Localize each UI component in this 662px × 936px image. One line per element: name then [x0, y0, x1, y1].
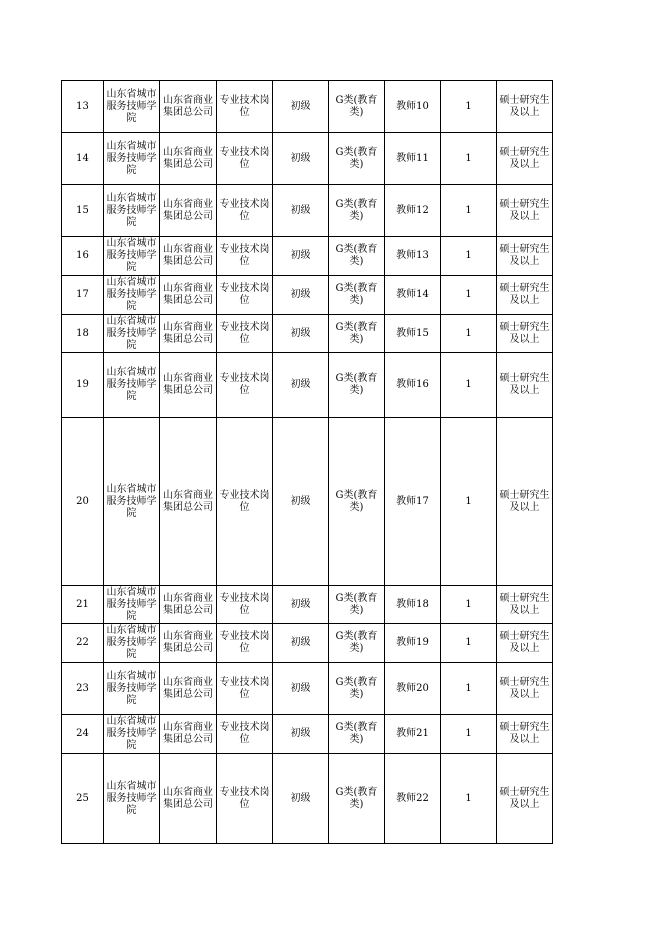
- education-req-cell: 硕士研究生及以上: [497, 624, 553, 663]
- post-category-cell: G类(教育类): [329, 754, 385, 844]
- post-level-cell: 初级: [273, 185, 329, 237]
- post-category-cell: G类(教育类): [329, 418, 385, 586]
- post-type-cell: 专业技术岗位: [217, 315, 273, 353]
- table-row: [62, 715, 553, 754]
- hire-count-cell: 1: [441, 237, 497, 276]
- table-row: [62, 754, 553, 844]
- post-type-cell: 专业技术岗位: [217, 133, 273, 185]
- hire-count-cell: 1: [441, 315, 497, 353]
- hire-count-cell: 1: [441, 624, 497, 663]
- table-row: [62, 315, 553, 353]
- post-name-cell: 教师12: [385, 185, 441, 237]
- department-cell: 山东省商业集团总公司: [160, 754, 217, 844]
- hire-count-cell: 1: [441, 418, 497, 586]
- post-name-cell: 教师21: [385, 715, 441, 754]
- post-name-cell: 教师13: [385, 237, 441, 276]
- education-req-cell: 硕士研究生及以上: [497, 353, 553, 418]
- post-name-cell: 教师15: [385, 315, 441, 353]
- unit-name-cell: 山东省城市服务技师学院: [104, 81, 160, 133]
- post-name-cell: 教师18: [385, 586, 441, 624]
- post-category-cell: G类(教育类): [329, 586, 385, 624]
- post-level-cell: 初级: [273, 237, 329, 276]
- row-number-cell: 15: [62, 185, 104, 237]
- education-req-cell: 硕士研究生及以上: [497, 185, 553, 237]
- education-req-cell: 硕士研究生及以上: [497, 315, 553, 353]
- education-req-cell: 硕士研究生及以上: [497, 715, 553, 754]
- post-category-cell: G类(教育类): [329, 237, 385, 276]
- post-name-cell: 教师22: [385, 754, 441, 844]
- row-number-cell: 23: [62, 663, 104, 715]
- post-name-cell: 教师10: [385, 81, 441, 133]
- post-type-cell: 专业技术岗位: [217, 353, 273, 418]
- unit-name-cell: 山东省城市服务技师学院: [104, 586, 160, 624]
- post-level-cell: 初级: [273, 276, 329, 315]
- hire-count-cell: 1: [441, 715, 497, 754]
- unit-name-cell: 山东省城市服务技师学院: [104, 715, 160, 754]
- post-level-cell: 初级: [273, 715, 329, 754]
- table-row: [62, 586, 553, 624]
- post-level-cell: 初级: [273, 754, 329, 844]
- table-row: [62, 185, 553, 237]
- education-req-cell: 硕士研究生及以上: [497, 81, 553, 133]
- post-category-cell: G类(教育类): [329, 133, 385, 185]
- table-row: [62, 624, 553, 663]
- education-req-cell: 硕士研究生及以上: [497, 663, 553, 715]
- post-name-cell: 教师11: [385, 133, 441, 185]
- post-category-cell: G类(教育类): [329, 624, 385, 663]
- post-level-cell: 初级: [273, 418, 329, 586]
- unit-name-cell: 山东省城市服务技师学院: [104, 276, 160, 315]
- row-number-cell: 16: [62, 237, 104, 276]
- education-req-cell: 硕士研究生及以上: [497, 418, 553, 586]
- department-cell: 山东省商业集团总公司: [160, 276, 217, 315]
- row-number-cell: 20: [62, 418, 104, 586]
- post-name-cell: 教师14: [385, 276, 441, 315]
- table-row: [62, 418, 553, 586]
- post-name-cell: 教师17: [385, 418, 441, 586]
- post-type-cell: 专业技术岗位: [217, 185, 273, 237]
- post-level-cell: 初级: [273, 624, 329, 663]
- education-req-cell: 硕士研究生及以上: [497, 754, 553, 844]
- post-category-cell: G类(教育类): [329, 663, 385, 715]
- post-name-cell: 教师20: [385, 663, 441, 715]
- post-level-cell: 初级: [273, 663, 329, 715]
- hire-count-cell: 1: [441, 276, 497, 315]
- unit-name-cell: 山东省城市服务技师学院: [104, 353, 160, 418]
- education-req-cell: 硕士研究生及以上: [497, 586, 553, 624]
- unit-name-cell: 山东省城市服务技师学院: [104, 663, 160, 715]
- post-type-cell: 专业技术岗位: [217, 586, 273, 624]
- post-type-cell: 专业技术岗位: [217, 418, 273, 586]
- post-name-cell: 教师19: [385, 624, 441, 663]
- department-cell: 山东省商业集团总公司: [160, 715, 217, 754]
- department-cell: 山东省商业集团总公司: [160, 81, 217, 133]
- row-number-cell: 19: [62, 353, 104, 418]
- post-level-cell: 初级: [273, 315, 329, 353]
- post-category-cell: G类(教育类): [329, 715, 385, 754]
- row-number-cell: 13: [62, 81, 104, 133]
- department-cell: 山东省商业集团总公司: [160, 586, 217, 624]
- unit-name-cell: 山东省城市服务技师学院: [104, 754, 160, 844]
- department-cell: 山东省商业集团总公司: [160, 663, 217, 715]
- post-category-cell: G类(教育类): [329, 353, 385, 418]
- education-req-cell: 硕士研究生及以上: [497, 276, 553, 315]
- post-category-cell: G类(教育类): [329, 185, 385, 237]
- table-row: [62, 133, 553, 185]
- unit-name-cell: 山东省城市服务技师学院: [104, 237, 160, 276]
- department-cell: 山东省商业集团总公司: [160, 353, 217, 418]
- post-category-cell: G类(教育类): [329, 315, 385, 353]
- post-type-cell: 专业技术岗位: [217, 237, 273, 276]
- row-number-cell: 24: [62, 715, 104, 754]
- department-cell: 山东省商业集团总公司: [160, 418, 217, 586]
- post-level-cell: 初级: [273, 133, 329, 185]
- hire-count-cell: 1: [441, 353, 497, 418]
- education-req-cell: 硕士研究生及以上: [497, 133, 553, 185]
- post-type-cell: 专业技术岗位: [217, 276, 273, 315]
- post-type-cell: 专业技术岗位: [217, 81, 273, 133]
- post-type-cell: 专业技术岗位: [217, 754, 273, 844]
- row-number-cell: 25: [62, 754, 104, 844]
- recruitment-table: [61, 80, 553, 844]
- unit-name-cell: 山东省城市服务技师学院: [104, 624, 160, 663]
- hire-count-cell: 1: [441, 754, 497, 844]
- unit-name-cell: 山东省城市服务技师学院: [104, 133, 160, 185]
- row-number-cell: 18: [62, 315, 104, 353]
- post-level-cell: 初级: [273, 81, 329, 133]
- hire-count-cell: 1: [441, 185, 497, 237]
- table-row: [62, 353, 553, 418]
- department-cell: 山东省商业集团总公司: [160, 315, 217, 353]
- post-type-cell: 专业技术岗位: [217, 624, 273, 663]
- post-category-cell: G类(教育类): [329, 81, 385, 133]
- hire-count-cell: 1: [441, 133, 497, 185]
- hire-count-cell: 1: [441, 663, 497, 715]
- post-type-cell: 专业技术岗位: [217, 715, 273, 754]
- department-cell: 山东省商业集团总公司: [160, 237, 217, 276]
- unit-name-cell: 山东省城市服务技师学院: [104, 315, 160, 353]
- unit-name-cell: 山东省城市服务技师学院: [104, 185, 160, 237]
- table-body: [62, 81, 553, 844]
- department-cell: 山东省商业集团总公司: [160, 624, 217, 663]
- table-row: [62, 237, 553, 276]
- department-cell: 山东省商业集团总公司: [160, 133, 217, 185]
- post-name-cell: 教师16: [385, 353, 441, 418]
- post-type-cell: 专业技术岗位: [217, 663, 273, 715]
- unit-name-cell: 山东省城市服务技师学院: [104, 418, 160, 586]
- table-row: [62, 663, 553, 715]
- hire-count-cell: 1: [441, 81, 497, 133]
- row-number-cell: 17: [62, 276, 104, 315]
- department-cell: 山东省商业集团总公司: [160, 185, 217, 237]
- row-number-cell: 14: [62, 133, 104, 185]
- education-req-cell: 硕士研究生及以上: [497, 237, 553, 276]
- post-level-cell: 初级: [273, 353, 329, 418]
- hire-count-cell: 1: [441, 586, 497, 624]
- table-row: [62, 276, 553, 315]
- row-number-cell: 22: [62, 624, 104, 663]
- table-row: [62, 81, 553, 133]
- post-level-cell: 初级: [273, 586, 329, 624]
- row-number-cell: 21: [62, 586, 104, 624]
- post-category-cell: G类(教育类): [329, 276, 385, 315]
